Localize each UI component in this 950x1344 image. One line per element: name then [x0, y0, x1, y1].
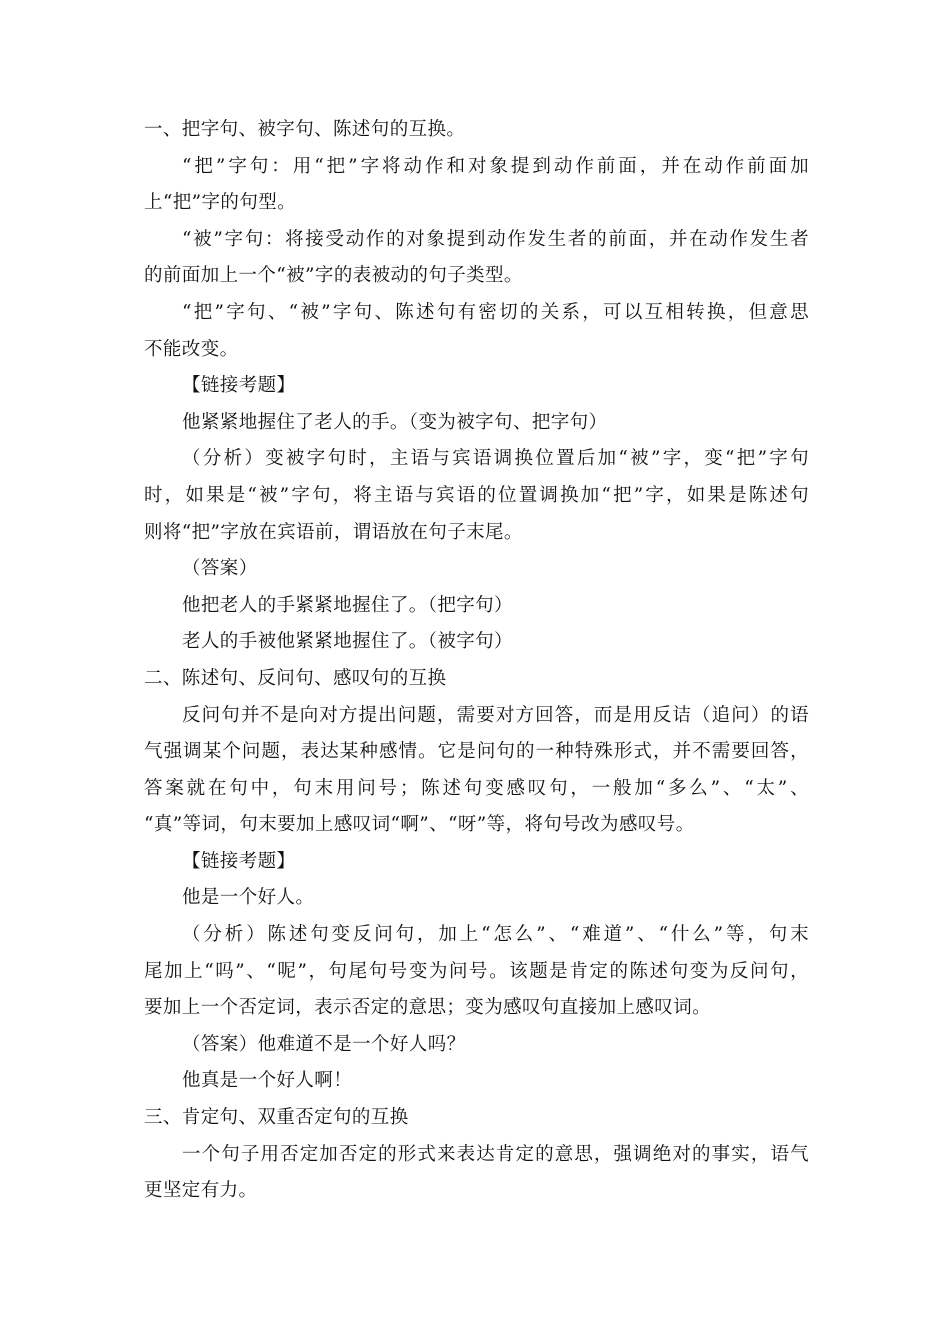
text-line: 他真是一个好人啊！ [182, 1070, 353, 1092]
text-line: 老人的手被他紧紧地握住了。（被字句） [182, 631, 513, 653]
text-line: 上“把”字的句型。 [144, 192, 297, 214]
text-line: 他是一个好人。 [182, 887, 315, 909]
document-body [144, 112, 809, 1210]
text-line: “真”等词，句末要加上感叹词“啊”、“呀”等，将句号改为感叹号。 [144, 814, 695, 836]
text-line: 他把老人的手紧紧地握住了。（把字句） [182, 594, 513, 616]
text-line: 一、把字句、被字句、陈述句的互换。 [144, 119, 466, 140]
text-line: 【链接考题】 [182, 850, 296, 872]
text-line: 要加上一个否定词，表示否定的意思；变为感叹句直接加上感叹词。 [144, 997, 712, 1019]
text-line: 二、陈述句、反问句、感叹句的互换 [144, 667, 447, 689]
text-line: 的前面加上一个“被”字的表被动的句子类型。 [144, 265, 523, 287]
text-line: “把”字句：用“把”字将动作和对象提到动作前面，并在动作前面加 [182, 155, 809, 177]
text-line: 他紧紧地握住了老人的手。（变为被字句、把字句） [182, 411, 608, 433]
text-line: （答案）他难道不是一个好人吗？ [182, 1033, 466, 1055]
text-line: 不能改变。 [144, 338, 239, 360]
text-line: “把”字句、“被”字句、陈述句有密切的关系，可以互相转换，但意思 [182, 301, 809, 323]
text-line: 气强调某个问题，表达某种感情。它是问句的一种特殊形式，并不需要回答， [144, 741, 809, 763]
text-line: 则将“把”字放在宾语前，谓语放在句子末尾。 [144, 521, 523, 543]
text-line: （答案） [182, 558, 258, 580]
text-line: 一个句子用否定加否定的形式来表达肯定的意思，强调绝对的事实，语气 [182, 1143, 809, 1165]
text-line: 【链接考题】 [182, 375, 296, 397]
text-line: 尾加上“吗”、“呢”，句尾句号变为问号。该题是肯定的陈述句变为反问句， [144, 960, 809, 982]
text-line: 答案就在句中，句末用问号；陈述句变感叹句，一般加“多么”、“太”、 [144, 777, 809, 799]
text-line: （分析）变被字句时，主语与宾语调换位置后加“被”字，变“把”字句 [182, 448, 809, 470]
text-line: 三、肯定句、双重否定句的互换 [144, 1107, 409, 1129]
text-line: 更坚定有力。 [144, 1180, 258, 1202]
text-line: “被”字句：将接受动作的对象提到动作发生者的前面，并在动作发生者 [182, 228, 809, 250]
text-line: 时，如果是“被”字句，将主语与宾语的位置调换加“把”字，如果是陈述句 [144, 484, 809, 506]
text-line: （分析）陈述句变反问句，加上“怎么”、“难道”、“什么”等，句末 [182, 924, 809, 946]
text-line: 反问句并不是向对方提出问题，需要对方回答，而是用反诘（追问）的语 [182, 704, 809, 726]
